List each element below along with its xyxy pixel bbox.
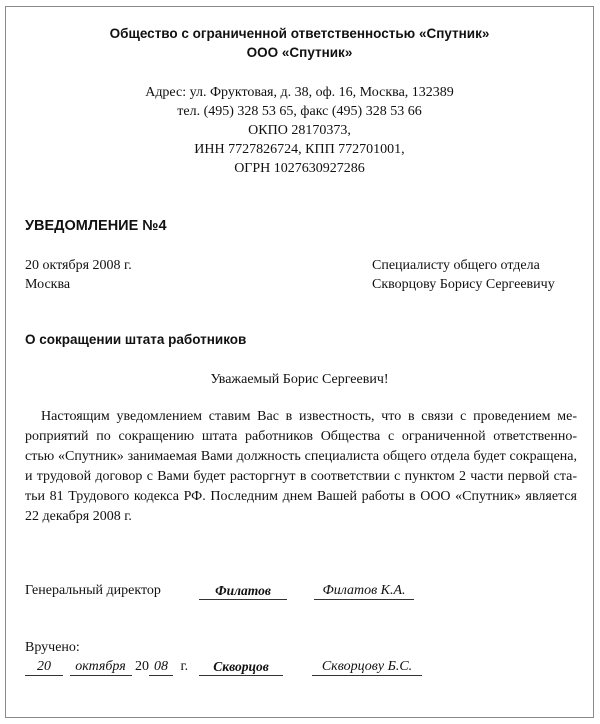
recipient-position: Специалисту общего отдела (372, 258, 540, 273)
notice-body (25, 407, 577, 527)
delivered-year-prefix: 20 (135, 659, 149, 674)
director-name: Филатов К.А. (314, 583, 414, 600)
body-line: роприятий по сокращению штата работников Общества с ограниченной ответственно- (25, 429, 577, 444)
notice-subject: О сокращении штата работников (25, 332, 247, 347)
body-line: 22 декабря 2008 г. (25, 509, 132, 524)
delivered-day: 20 (25, 659, 63, 676)
signer-position: Генеральный директор (25, 583, 161, 598)
org-short-name: ООО «Спутник» (246, 45, 353, 60)
delivered-label: Вручено: (25, 640, 80, 655)
body-line: стью «Спутник» занимаемая Вами должность специалиста общего отдела будет сокращена, (25, 449, 577, 464)
delivered-year-suffix: 08 (149, 659, 173, 676)
org-ogrn: ОГРН 1027630927286 (234, 161, 365, 176)
delivered-date (25, 659, 188, 676)
body-line: и трудовой договор с Вами будет расторгнут в соответствии с пунктом 2 части первой ста- (25, 469, 577, 484)
notice-title: УВЕДОМЛЕНИЕ №4 (25, 218, 167, 234)
document-page (5, 6, 594, 718)
org-full-name: Общество с ограниченной ответственностью «Спутник» (109, 26, 490, 41)
delivered-month: октября (70, 659, 132, 676)
org-okpo: ОКПО 28170373, (248, 123, 351, 138)
org-address: Адрес: ул. Фруктовая, д. 38, оф. 16, Москва, 132389 (145, 85, 454, 100)
recipient-signed-name: Скворцову Б.С. (312, 659, 422, 676)
director-signature: Филатов (199, 583, 287, 600)
org-inn: ИНН 7727826724, КПП 772701001, (194, 142, 405, 157)
org-phone: тел. (495) 328 53 65, факс (495) 328 53 66 (177, 104, 422, 119)
body-line: Настоящим уведомлением ставим Вас в известность, что в связи с проведением ме- (41, 409, 577, 424)
recipient-name: Скворцову Борису Сергеевичу (372, 277, 555, 292)
recipient-signature: Скворцов (199, 659, 283, 676)
notice-date: 20 октября 2008 г. (25, 258, 132, 273)
greeting: Уважаемый Борис Сергеевич! (210, 372, 389, 387)
notice-city: Москва (25, 277, 71, 292)
delivered-year-unit: г. (180, 659, 189, 674)
body-line: тьи 81 Трудового кодекса РФ. Последним днем Вашей работы в ООО «Спутник» является (25, 489, 577, 504)
